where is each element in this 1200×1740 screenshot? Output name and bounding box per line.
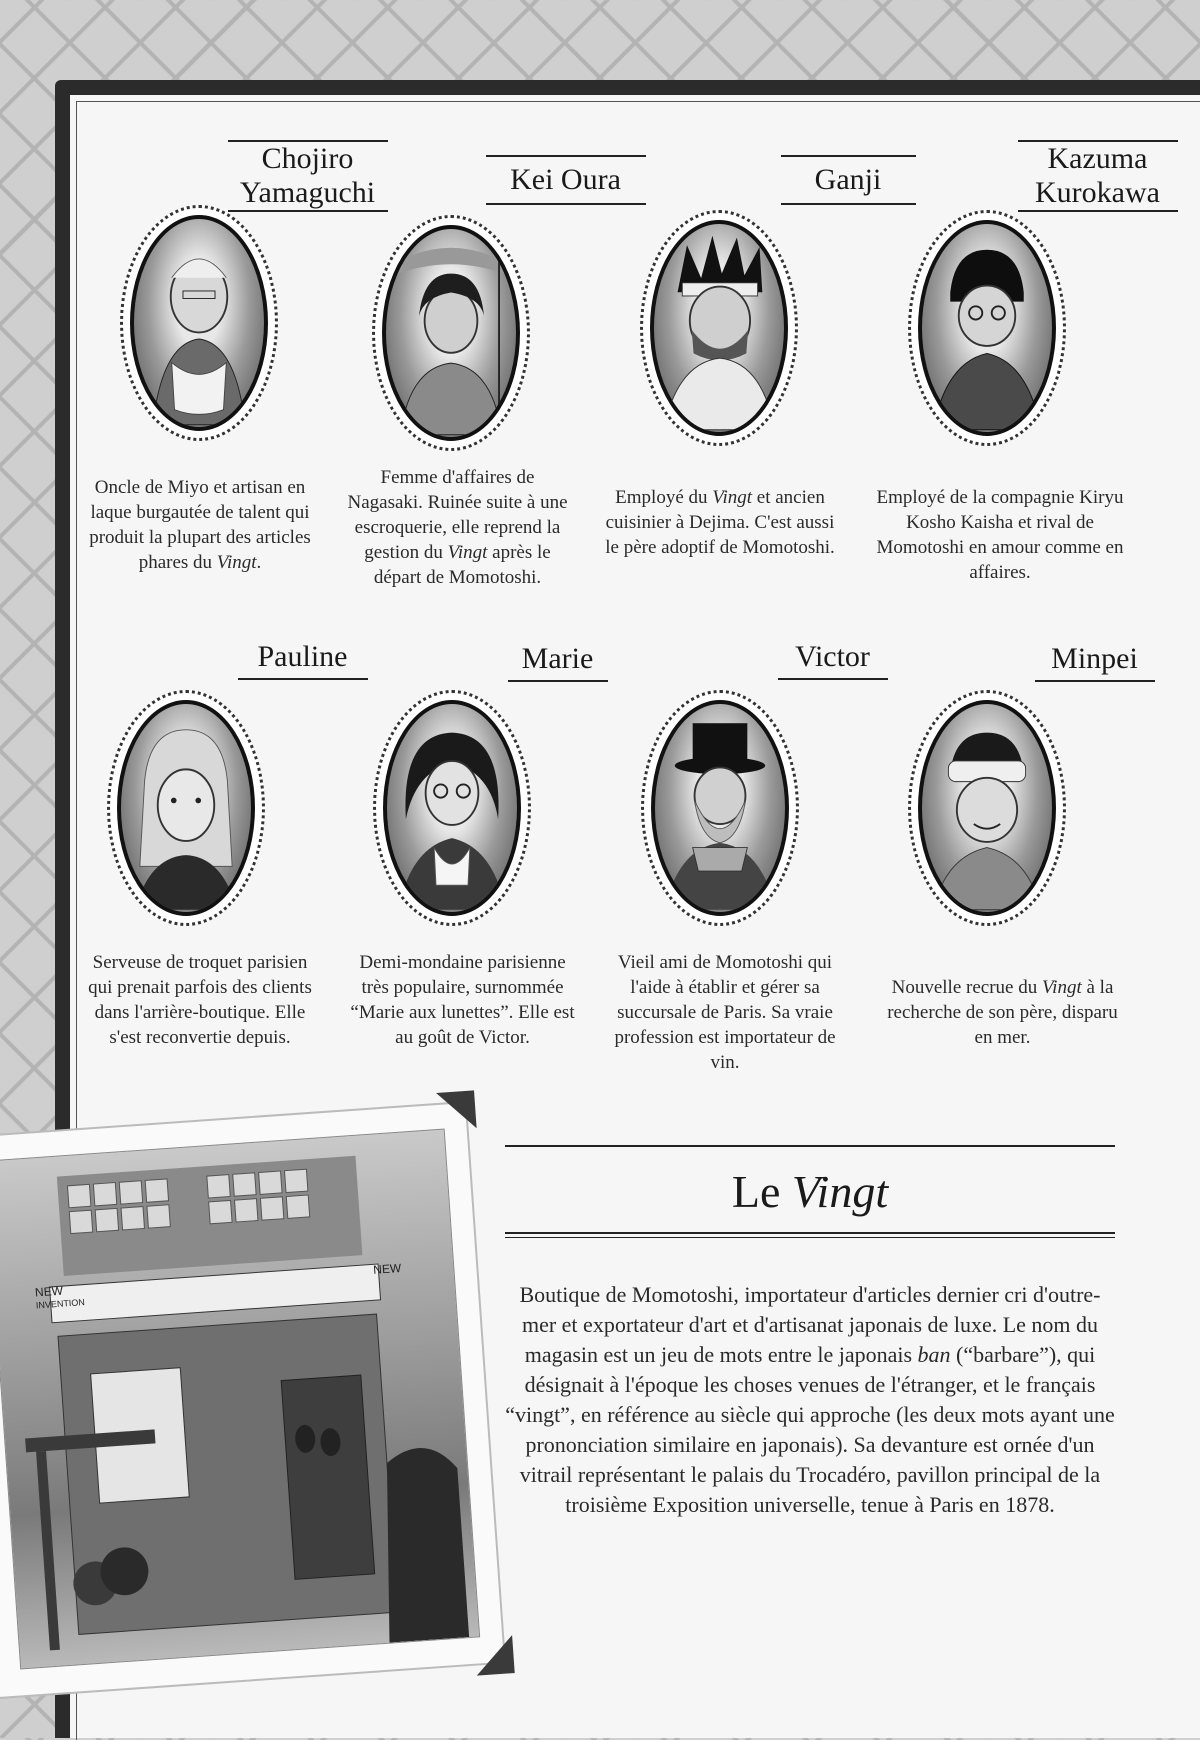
photo-corner-top-right: [436, 1090, 477, 1131]
portrait-image: [382, 225, 520, 441]
name-line: Pauline: [257, 640, 348, 673]
portrait-image: [130, 215, 268, 431]
character-name: [235, 640, 370, 680]
character-description: [345, 465, 570, 590]
shop-sign-left-label: NEW: [34, 1283, 64, 1300]
italic-text: ban: [917, 1342, 951, 1367]
portrait-image: [650, 220, 788, 436]
character-description: [80, 475, 320, 575]
vingt-title-italic: Vingt: [791, 1166, 889, 1217]
vingt-title: [505, 1165, 1115, 1218]
italic-text: Vingt: [447, 542, 488, 563]
italic-text: Vingt: [1041, 977, 1082, 998]
text-segment: à la recherche de son père, disparu en mer.: [887, 977, 1118, 1048]
text-segment: Oncle de Miyo et artisan en laque burgautée de talent qui produit la plupart des articles phares du: [89, 477, 311, 573]
vingt-rule-top: [505, 1145, 1115, 1147]
text-segment: Nouvelle recrue du: [891, 977, 1042, 998]
name-line: Ganji: [814, 163, 882, 196]
portrait-frame: [908, 690, 1066, 926]
shop-sign-left-sub: INVENTION: [35, 1297, 86, 1311]
character-name: [1032, 642, 1157, 682]
shop-sign-right: NEW: [372, 1260, 402, 1277]
portrait-image: [918, 220, 1056, 436]
character-name: [778, 155, 918, 205]
name-line: Victor: [795, 640, 870, 673]
text-segment: et ancien cuisinier à Dejima. C'est aussi le père adoptif de Momotoshi.: [605, 487, 835, 558]
portrait-image: [918, 700, 1056, 916]
portrait-image: [117, 700, 255, 916]
vingt-rule-bottom: [505, 1232, 1115, 1234]
portrait-frame: [107, 690, 265, 926]
vingt-rule-bottom-thin: [505, 1237, 1115, 1238]
portrait-image: [383, 700, 521, 916]
text-segment: après le départ de Momotoshi.: [373, 542, 551, 588]
character-name: [775, 640, 890, 680]
character-description: [875, 485, 1125, 585]
character-name: [483, 155, 648, 205]
text-segment: Serveuse de troquet parisien qui prenait parfois des clients dans l'arrière-boutique. Elle s'est reconvertie depuis.: [88, 952, 312, 1048]
portrait-frame: [372, 215, 530, 451]
text-segment: Employé de la compagnie Kiryu Kosho Kaisha et rival de Momotoshi en amour comme en affaires.: [876, 487, 1124, 583]
character-description: [345, 950, 580, 1050]
portrait-frame: [640, 210, 798, 446]
text-segment: Demi-mondaine parisienne très populaire, surnommée “Marie aux lunettes”. Elle est au goût de Victor.: [350, 952, 575, 1048]
name-line: Kurokawa: [1035, 176, 1160, 209]
name-line: Chojiro: [261, 142, 354, 175]
portrait-frame: [120, 205, 278, 441]
portrait-image: [651, 700, 789, 916]
name-line: Yamaguchi: [239, 176, 376, 209]
text-segment: Employé du: [615, 487, 713, 508]
text-segment: Vieil ami de Momotoshi qui l'aide à établir et gérer sa succursale de Paris. Sa vraie profession est importateur de vin.: [614, 952, 836, 1073]
shop-illustration: [0, 1129, 480, 1670]
name-line: Kei Oura: [510, 163, 621, 196]
italic-text: Vingt: [712, 487, 753, 508]
vingt-description: [505, 1280, 1115, 1520]
character-name: [1015, 140, 1180, 212]
italic-text: Vingt: [216, 552, 257, 573]
name-line: Kazuma: [1047, 142, 1148, 175]
portrait-frame: [373, 690, 531, 926]
shop-photo-card: [0, 1103, 504, 1697]
character-description: [880, 975, 1125, 1050]
character-description: [600, 485, 840, 560]
vingt-title-prefix: Le: [731, 1166, 792, 1217]
character-name: [505, 642, 610, 682]
text-segment: Boutique de Momotoshi, importateur d'articles dernier cri d'outre-mer et exportateur d'art et d'artisanat japonais de luxe. Le nom du magasin est un jeu de mots entre le japonais: [519, 1282, 1101, 1367]
character-name: [225, 140, 390, 212]
character-description: [85, 950, 315, 1050]
character-description: [600, 950, 850, 1075]
text-segment: .: [256, 552, 262, 573]
portrait-frame: [641, 690, 799, 926]
text-segment: Femme d'affaires de Nagasaki. Ruinée suite à une escroquerie, elle reprend la gestion du: [347, 467, 568, 563]
name-line: Minpei: [1051, 642, 1138, 675]
name-line: Marie: [521, 642, 594, 675]
photo-corner-bottom-right: [474, 1635, 515, 1676]
text-segment: (“barbare”), qui désignait à l'époque les choses venues de l'étranger, et le français “vingt”, en référence au siècle qui approche (les deux mots ayant une prononciation similaire en japonais). Sa devanture est ornée d'un vitrail représentant le palais du Trocadéro, pavillon principal de la troisième Exposition universelle, tenue à Paris en 1878.: [505, 1342, 1115, 1517]
shop-sign-left: [35, 1283, 86, 1312]
portrait-frame: [908, 210, 1066, 446]
